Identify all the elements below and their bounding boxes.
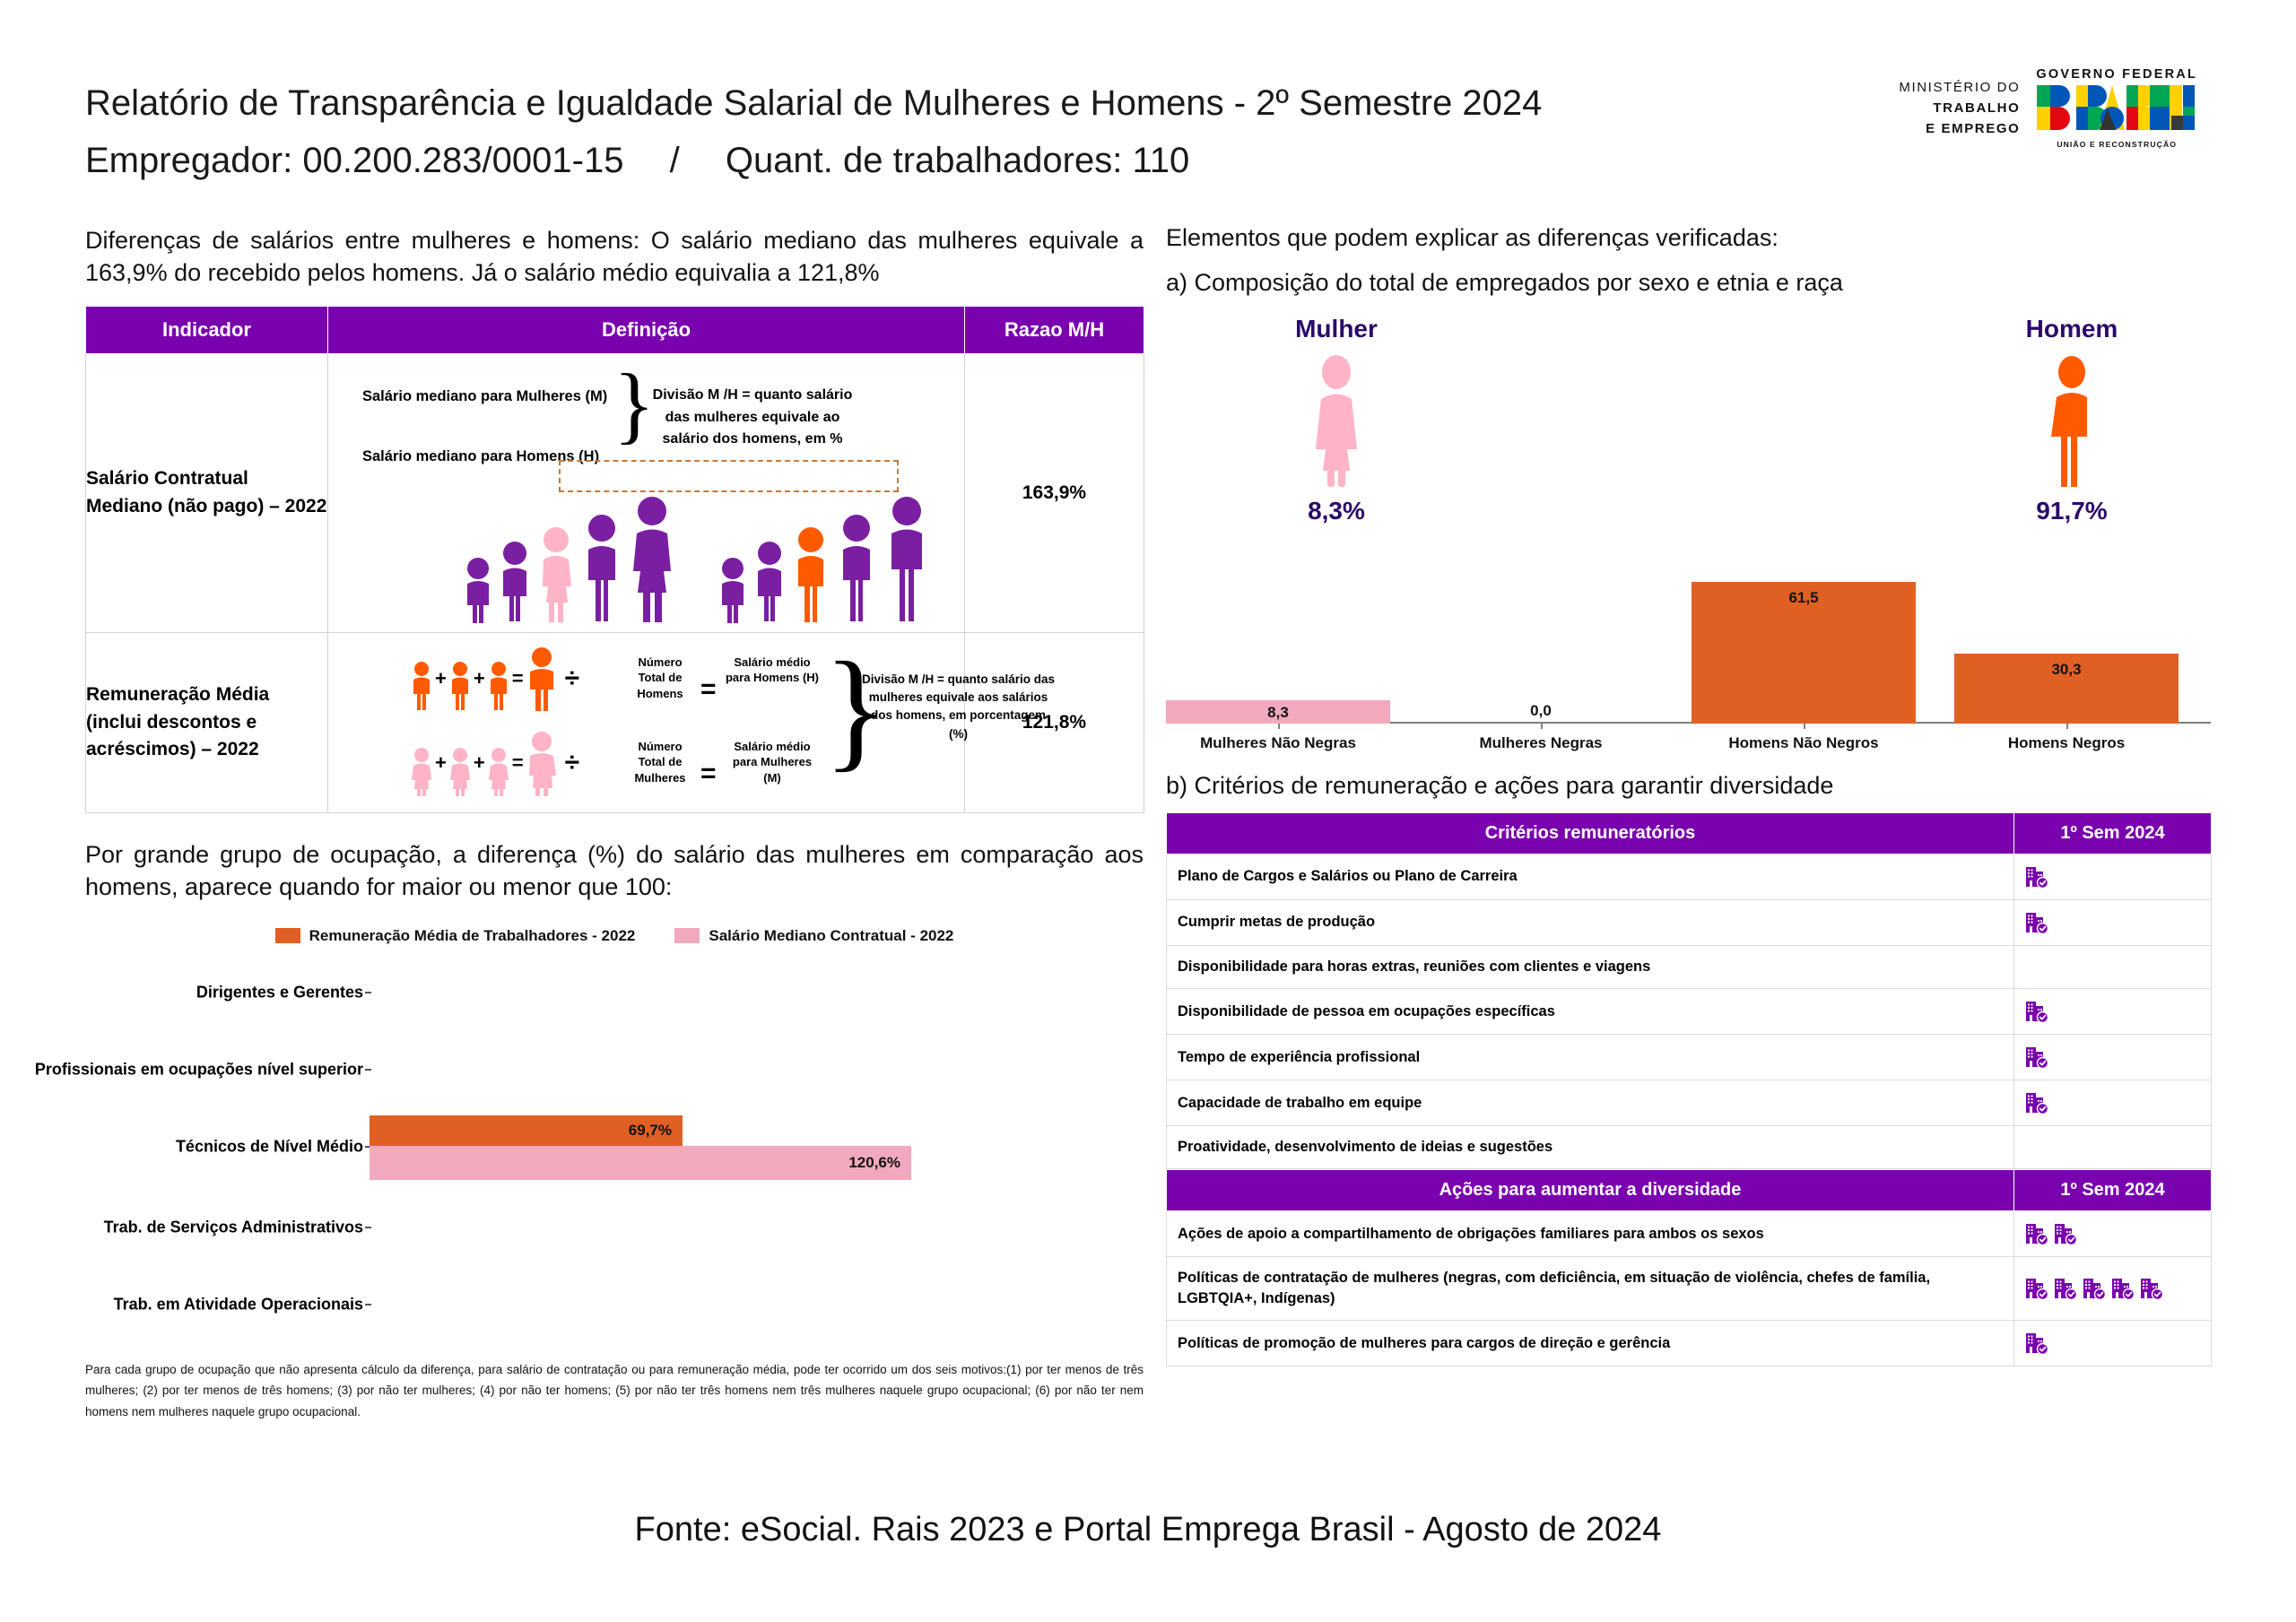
criteria-table	[1166, 812, 2212, 1169]
occ-label-operacionais: Trab. em Atividade Operacionais	[113, 1295, 363, 1314]
person-figure-orange-large-icon	[526, 646, 557, 712]
gender-pictogram-chart	[1166, 315, 2211, 548]
ratio-mediano: 163,9%	[965, 353, 1144, 632]
occupation-footnote: Para cada grupo de ocupação que não apresenta cálculo da diferença, para salário de contratação ou para remuneração média, pode ter ocorrido um dos seis motivos:(1) por ter menos de três mulheres; (2) por ter menos de três homens; (3) por não ter mulheres; (4) por não ter homens; (5) por não ter três homens nem três mulheres naquele grupo ocupacional; (6) por não ter nem homens nem mulheres naquele grupo ocupacional.	[85, 1362, 1144, 1418]
page-footer	[0, 1511, 2296, 1549]
separator: /	[669, 141, 680, 180]
criteria-label-6: Proatividade, desenvolvimento de ideias e sugestões	[1167, 1126, 2014, 1169]
equals-icon: =	[700, 673, 717, 704]
diversity-label-2: Políticas de promoção de mulheres para cargos de direção e gerência	[1167, 1321, 2014, 1366]
curly-brace-icon: }	[823, 634, 888, 784]
people-figure-row	[463, 480, 931, 623]
women-average-formula	[411, 730, 579, 796]
criteria-label-5: Capacidade de trabalho em equipe	[1167, 1080, 2014, 1126]
building-check-icon	[2025, 1000, 2048, 1023]
pictogram-group-homem	[1937, 315, 2206, 525]
occ-row-dirigentes	[85, 961, 1144, 1024]
table-row	[1167, 1211, 2212, 1257]
building-check-icon	[2025, 1091, 2048, 1115]
person-figure-purple-icon	[718, 553, 748, 623]
person-figure-purple-icon	[580, 510, 623, 623]
legend-swatch-orange-icon	[275, 928, 300, 943]
occ-label-profissionais: Profissionais em ocupações nível superior	[34, 1060, 363, 1079]
axis-tick	[365, 1069, 371, 1071]
pictogram-label-homem: Homem	[2025, 315, 2118, 343]
plus-icon: +	[435, 750, 447, 774]
criteria-icons-3	[2014, 989, 2212, 1035]
axis-tick	[365, 1227, 371, 1228]
ratio-media: 121,8%	[965, 632, 1144, 812]
source-text: Fonte: eSocial. Rais 2023 e Portal Emprega Brasil - Agosto de 2024	[634, 1511, 1662, 1548]
building-check-icon	[2054, 1222, 2077, 1245]
pictogram-pct-homem: 91,7%	[2036, 497, 2108, 525]
col-header-sem-2024-diversidade: 1º Sem 2024	[2014, 1170, 2212, 1211]
building-check-icon	[2025, 1222, 2048, 1245]
equals-icon: =	[511, 750, 524, 774]
pictogram-group-mulher	[1202, 315, 1471, 525]
occupation-bar-chart	[34, 961, 1144, 1338]
government-logo	[1899, 67, 2197, 149]
woman-pictogram-icon	[1305, 352, 1368, 487]
title-block	[85, 81, 1542, 183]
axis-tick	[1804, 724, 1805, 729]
axis-tick	[2066, 724, 2068, 729]
criteria-icons-0	[2014, 854, 2212, 900]
bar-value-remuneracao: 69,7%	[628, 1121, 672, 1139]
occ-row-operacionais	[85, 1273, 1144, 1336]
col-header-acoes: Ações para aumentar a diversidade	[1167, 1170, 2014, 1211]
table-row	[1167, 1321, 2212, 1366]
pictogram-pct-mulher: 8,3%	[1308, 497, 1365, 525]
axis-tick	[1541, 724, 1543, 729]
plus-icon: +	[473, 750, 485, 774]
men-result-label: Salário médio para Homens (H)	[725, 655, 820, 685]
table-row	[86, 632, 1144, 812]
eth-col-homens-nao-negros	[1692, 582, 1916, 751]
table-row	[1167, 900, 2212, 946]
women-result-label: Salário médio para Mulheres (M)	[732, 739, 813, 785]
bar-tecnicos-remuneracao	[370, 1115, 683, 1146]
indicator-name-mediano: Salário Contratual Mediano (não pago) – 2022	[86, 353, 328, 632]
definition-cell-mediano	[328, 353, 965, 632]
indicator-table	[85, 306, 1144, 813]
criteria-label-3: Disponibilidade de pessoa em ocupações específicas	[1167, 989, 2014, 1035]
table-row	[1167, 989, 2212, 1035]
category-label-mulheres-nao-negras: Mulheres Não Negras	[1200, 734, 1356, 751]
building-check-icon	[2140, 1277, 2163, 1300]
diversity-icons-1	[2014, 1257, 2212, 1321]
building-check-icon	[2025, 911, 2048, 934]
building-check-icon	[2025, 1045, 2048, 1069]
label-salario-mediano-mulheres: Salário mediano para Mulheres (M)	[362, 387, 608, 404]
eth-col-homens-negros	[1954, 654, 2179, 751]
person-figure-purple-icon	[463, 553, 493, 623]
men-average-formula	[411, 646, 579, 712]
legend-label-salario-mediano: Salário Mediano Contratual - 2022	[709, 926, 954, 944]
left-column	[34, 224, 1144, 1423]
gov-federal-label: GOVERNO FEDERAL	[2036, 67, 2197, 82]
criteria-label-2: Disponibilidade para horas extras, reuniões com clientes e viagens	[1167, 946, 2014, 989]
diversity-label-1: Políticas de contratação de mulheres (negras, com deficiência, em situação de violência, chefes de família, LGBTQIA+, Indígenas)	[1167, 1257, 2014, 1321]
bar-value-homens-nao-negros: 61,5	[1788, 589, 1819, 606]
person-figure-orange-icon	[488, 660, 509, 712]
table-row	[1167, 1080, 2212, 1126]
occ-row-profissionais	[34, 1038, 1144, 1101]
person-figure-purple-icon	[883, 492, 931, 623]
occ-label-tecnicos: Técnicos de Nível Médio	[175, 1137, 363, 1156]
divide-icon: ÷	[564, 747, 580, 777]
col-header-criterios: Critérios remuneratórios	[1167, 813, 2014, 854]
occupation-chart-legend	[85, 927, 1144, 945]
person-figure-pink-icon	[536, 523, 576, 623]
composition-title: a) Composição do total de empregados por sexo e etnia e raça	[1166, 269, 1843, 296]
col-header-sem-2024: 1º Sem 2024	[2014, 813, 2212, 854]
legend-item-salario-mediano	[674, 927, 953, 945]
curly-brace-icon: }	[613, 355, 656, 452]
criteria-icons-5	[2014, 1080, 2212, 1126]
building-check-icon	[2111, 1277, 2135, 1300]
col-header-indicador: Indicador	[86, 306, 328, 353]
building-check-icon	[2025, 865, 2048, 889]
table-row	[1167, 1257, 2212, 1321]
page-header	[0, 0, 2296, 206]
ministry-line-1: MINISTÉRIO DO	[1899, 79, 2021, 95]
person-figure-purple-icon	[628, 492, 676, 623]
plus-icon: +	[473, 666, 485, 690]
workers-count-label: Quant. de trabalhadores: 110	[725, 141, 1190, 180]
occ-row-administrativos	[85, 1196, 1144, 1259]
bar-value-homens-negros: 30,3	[2051, 661, 2082, 678]
ministry-text	[1899, 77, 2020, 140]
ethnicity-bar-chart	[1166, 551, 2211, 758]
brasil-wordmark-icon	[2037, 85, 2196, 132]
label-salario-mediano-homens: Salário mediano para Homens (H)	[362, 447, 600, 464]
elements-title: Elementos que podem explicar as diferenças verificadas:	[1166, 224, 1779, 251]
axis-tick	[365, 1304, 371, 1305]
person-figure-pink-icon	[488, 746, 509, 796]
intro-paragraph: Diferenças de salários entre mulheres e homens: O salário mediano das mulheres equivale a 163,9% do recebido pelos homens. Já o salário médio equivalia a 121,8%	[85, 227, 1144, 287]
men-total-label: Número Total de Homens	[637, 655, 683, 700]
person-figure-pink-icon	[449, 746, 471, 796]
table-row	[1167, 1126, 2212, 1169]
brasil-logo	[2036, 67, 2197, 149]
uniao-reconstrucao-label: UNIÃO E RECONSTRUÇÃO	[2057, 140, 2178, 149]
criteria-icons-4	[2014, 1035, 2212, 1080]
occ-label-dirigentes: Dirigentes e Gerentes	[196, 983, 363, 1002]
table-row	[1167, 946, 2212, 989]
indicator-table-header-row	[86, 306, 1144, 353]
pictogram-label-mulher: Mulher	[1295, 315, 1378, 343]
man-pictogram-icon	[2040, 352, 2103, 487]
axis-tick	[365, 992, 371, 993]
comparison-dashed-box	[559, 460, 899, 492]
employer-line	[85, 138, 1542, 183]
eth-col-mulheres-nao-negras	[1166, 700, 1390, 751]
category-label-homens-nao-negros: Homens Não Negros	[1728, 734, 1879, 751]
col-header-definicao: Definição	[328, 306, 965, 353]
col-header-razao: Razao M/H	[965, 306, 1144, 353]
criteria-icons-1	[2014, 900, 2212, 946]
criteria-label-0: Plano de Cargos e Salários ou Plano de Carreira	[1167, 854, 2014, 900]
legend-item-remuneracao	[275, 927, 636, 945]
legend-label-remuneracao: Remuneração Média de Trabalhadores - 2022	[309, 926, 636, 944]
diversity-icons-2	[2014, 1321, 2212, 1366]
bar-homens-nao-negros	[1692, 582, 1916, 724]
building-check-icon	[2083, 1277, 2106, 1300]
division-explanation-mediano: Divisão M /H = quanto salário das mulheres equivale ao salário dos homens, em %	[652, 386, 853, 447]
criteria-title: b) Critérios de remuneração e ações para garantir diversidade	[1166, 772, 1834, 799]
person-figure-purple-icon	[498, 537, 532, 623]
criteria-icons-2	[2014, 946, 2212, 989]
page-title: Relatório de Transparência e Igualdade Salarial de Mulheres e Homens - 2º Semestre 2024	[85, 83, 1543, 123]
bar-homens-negros	[1954, 654, 2179, 724]
building-check-icon	[2025, 1277, 2048, 1300]
axis-tick	[1278, 724, 1280, 729]
person-figure-purple-icon	[752, 537, 787, 623]
diversity-table-header-row	[1167, 1170, 2212, 1211]
criteria-label-4: Tempo de experiência profissional	[1167, 1035, 2014, 1080]
indicator-name-media: Remuneração Média (inclui descontos e acréscimos) – 2022	[86, 632, 328, 812]
equals-icon: =	[700, 758, 717, 788]
bar-value-salario: 120,6%	[848, 1153, 900, 1171]
definition-graphic-mediano	[328, 354, 964, 632]
building-check-icon	[2054, 1277, 2077, 1300]
category-label-mulheres-negras: Mulheres Negras	[1479, 734, 1603, 751]
criteria-table-header-row	[1167, 813, 2212, 854]
bar-tecnicos-salario	[370, 1146, 911, 1180]
person-figure-pink-icon	[411, 746, 432, 796]
person-figure-orange-icon	[411, 660, 432, 712]
bar-value-mulheres-negras: 0,0	[1530, 702, 1552, 719]
employer-label: Empregador: 00.200.283/0001-15	[85, 141, 624, 180]
occ-row-tecnicos	[85, 1115, 1144, 1178]
diversity-icons-0	[2014, 1211, 2212, 1257]
category-label-homens-negros: Homens Negros	[2007, 734, 2126, 751]
person-figure-pink-large-icon	[526, 730, 557, 796]
plus-icon: +	[435, 666, 447, 690]
bar-value-mulheres-nao-negras: 8,3	[1267, 704, 1289, 721]
criteria-icons-6	[2014, 1126, 2212, 1169]
divide-icon: ÷	[564, 663, 580, 693]
person-figure-orange-icon	[791, 523, 831, 623]
building-check-icon	[2025, 1331, 2048, 1355]
occ-label-administrativos: Trab. de Serviços Administrativos	[103, 1218, 363, 1236]
equals-icon: =	[511, 666, 524, 690]
person-figure-purple-icon	[835, 510, 878, 623]
right-column	[1166, 224, 2211, 1366]
legend-swatch-pink-icon	[674, 928, 700, 943]
ministry-line-2: TRABALHO	[1933, 100, 2021, 116]
ministry-line-3: E EMPREGO	[1926, 121, 2021, 137]
bar-mulheres-nao-negras	[1166, 700, 1390, 724]
occupation-paragraph: Por grande grupo de ocupação, a diferença (%) do salário das mulheres em comparação aos homens, aparece quando for maior ou menor que 100:	[85, 840, 1144, 901]
women-total-label: Número Total de Mulheres	[634, 739, 686, 785]
diversity-label-0: Ações de apoio a compartilhamento de obrigações familiares para ambos os sexos	[1167, 1211, 2014, 1257]
division-explanation-media: Divisão M /H = quanto salário das mulheres equivale aos salários dos homens, em porcentagem (%)	[862, 672, 1055, 741]
table-row	[1167, 854, 2212, 900]
person-figure-orange-icon	[449, 660, 471, 712]
diversity-table	[1166, 1169, 2212, 1366]
table-row	[1167, 1035, 2212, 1080]
criteria-label-1: Cumprir metas de produção	[1167, 900, 2014, 946]
table-row	[86, 353, 1144, 632]
